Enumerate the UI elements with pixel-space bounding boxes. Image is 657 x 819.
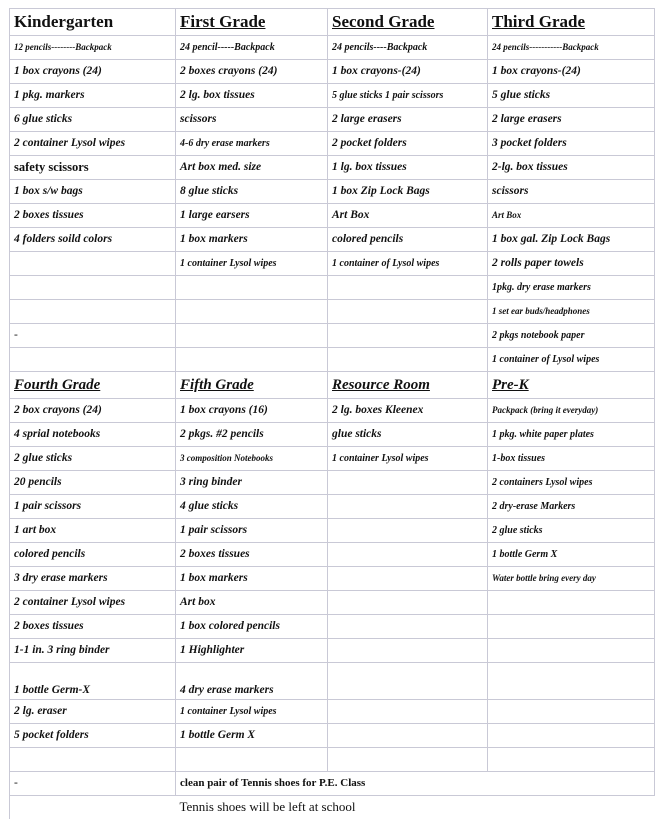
table-cell: scissors — [176, 108, 328, 132]
supply-list-sheet — [9, 8, 657, 798]
table-cell — [328, 276, 488, 300]
table-cell: 8 glue sticks — [176, 180, 328, 204]
header-second-grade: Second Grade — [328, 9, 488, 36]
table-cell: 4 folders soild colors — [10, 228, 176, 252]
table-cell: 1 container of Lysol wipes — [488, 348, 655, 372]
supply-list-table — [9, 8, 655, 819]
header-resource-room: Resource Room — [328, 372, 488, 399]
table-cell: 5 glue sticks 1 pair scissors — [328, 84, 488, 108]
table-cell: 1 box Zip Lock Bags — [328, 180, 488, 204]
table-cell: Water bottle bring every day — [488, 567, 655, 591]
table-cell: 2 large erasers — [488, 108, 655, 132]
table-row — [10, 748, 655, 772]
table-cell: 1 box crayons (24) — [10, 60, 176, 84]
table-row — [10, 252, 655, 276]
table-row — [10, 615, 655, 639]
table-row — [10, 228, 655, 252]
table-cell — [488, 700, 655, 724]
table-cell: 1 box markers — [176, 567, 328, 591]
table-row — [10, 324, 655, 348]
table-cell: 2 lg. eraser — [10, 700, 176, 724]
table-cell: 20 pencils — [10, 471, 176, 495]
table-cell: 6 glue sticks — [10, 108, 176, 132]
table-cell: 2 pkgs notebook paper — [488, 324, 655, 348]
table-row — [10, 204, 655, 228]
table-cell: 2 boxes tissues — [10, 204, 176, 228]
table-cell — [176, 324, 328, 348]
table-cell: 3 composition Notebooks — [176, 447, 328, 471]
table-cell: 1 container of Lysol wipes — [328, 252, 488, 276]
table-cell — [328, 639, 488, 663]
table-cell: 5 glue sticks — [488, 84, 655, 108]
table-cell: 1 Highlighter — [176, 639, 328, 663]
table-cell: 12 pencils--------Backpack — [10, 36, 176, 60]
table-cell: colored pencils — [10, 543, 176, 567]
table-cell — [176, 300, 328, 324]
table-cell — [10, 348, 176, 372]
table-cell: 1 container Lysol wipes — [176, 252, 328, 276]
table-cell: 1 pair scissors — [176, 519, 328, 543]
table-cell: 5 pocket folders — [10, 724, 176, 748]
table-cell: 1 bottle Germ X — [488, 543, 655, 567]
table-row — [10, 447, 655, 471]
table-cell — [328, 700, 488, 724]
table-cell: - — [10, 324, 176, 348]
table-cell — [488, 615, 655, 639]
table-row — [10, 591, 655, 615]
table-cell — [10, 300, 176, 324]
footer-row-2 — [10, 796, 655, 819]
table-cell: glue sticks — [328, 423, 488, 447]
footer-row — [10, 772, 655, 796]
table-cell: 2 dry-erase Markers — [488, 495, 655, 519]
table-cell — [328, 724, 488, 748]
table-row — [10, 276, 655, 300]
table-cell — [10, 748, 176, 772]
table-cell: 1 art box — [10, 519, 176, 543]
table-row — [10, 567, 655, 591]
table-cell: 4 sprial notebooks — [10, 423, 176, 447]
table-cell: 3 pocket folders — [488, 132, 655, 156]
footer-left-at-school-note: Tennis shoes will be left at school — [176, 796, 655, 819]
table-row — [10, 60, 655, 84]
table-cell: 2 boxes crayons (24) — [176, 60, 328, 84]
table-cell — [328, 663, 488, 700]
table-cell — [328, 471, 488, 495]
table-cell: 2 box crayons (24) — [10, 399, 176, 423]
table-cell: 2 lg. boxes Kleenex — [328, 399, 488, 423]
table-cell — [488, 663, 655, 700]
table-cell: 1 bottle Germ X — [176, 724, 328, 748]
table-cell: 1 set ear buds/headphones — [488, 300, 655, 324]
table-cell: 4 dry erase markers — [176, 663, 328, 700]
table-cell: 4-6 dry erase markers — [176, 132, 328, 156]
table-cell — [328, 615, 488, 639]
table-cell: 24 pencil-----Backpack — [176, 36, 328, 60]
table-cell: 1 lg. box tissues — [328, 156, 488, 180]
table-row — [10, 300, 655, 324]
table-cell: 1 box s/w bags — [10, 180, 176, 204]
table-cell: 1 bottle Germ-X — [10, 663, 176, 700]
table-cell — [488, 748, 655, 772]
table-cell — [328, 324, 488, 348]
table-cell: 4 glue sticks — [176, 495, 328, 519]
table-cell — [328, 348, 488, 372]
table-row — [10, 519, 655, 543]
table-cell: colored pencils — [328, 228, 488, 252]
table-cell: 2 boxes tissues — [10, 615, 176, 639]
table-cell: 2 boxes tissues — [176, 543, 328, 567]
table-cell — [328, 567, 488, 591]
table-row — [10, 156, 655, 180]
table-cell: 2 lg. box tissues — [176, 84, 328, 108]
table-cell: Art box med. size — [176, 156, 328, 180]
footer-blank-cell — [10, 796, 176, 819]
table-cell — [328, 300, 488, 324]
table-cell — [328, 543, 488, 567]
table-row — [10, 724, 655, 748]
header-row-1 — [10, 9, 655, 36]
table-cell: 1-1 in. 3 ring binder — [10, 639, 176, 663]
table-row — [10, 84, 655, 108]
table-cell — [328, 495, 488, 519]
table-cell: 24 pencils----Backpack — [328, 36, 488, 60]
table-row — [10, 543, 655, 567]
table-cell — [328, 519, 488, 543]
table-cell: Art Box — [488, 204, 655, 228]
table-cell — [488, 639, 655, 663]
table-row — [10, 348, 655, 372]
table-cell: 2 glue sticks — [488, 519, 655, 543]
table-row — [10, 700, 655, 724]
table-cell: 24 pencils-----------Backpack — [488, 36, 655, 60]
footer-dash: - — [10, 772, 176, 796]
header-kindergarten: Kindergarten — [10, 9, 176, 36]
table-cell: 3 dry erase markers — [10, 567, 176, 591]
table-cell: 1pkg. dry erase markers — [488, 276, 655, 300]
table-cell: 2 container Lysol wipes — [10, 132, 176, 156]
table-cell: 1 pair scissors — [10, 495, 176, 519]
table-cell: 1 pkg. markers — [10, 84, 176, 108]
table-cell: 2 containers Lysol wipes — [488, 471, 655, 495]
table-cell: safety scissors — [10, 156, 176, 180]
table-cell — [176, 276, 328, 300]
header-fifth-grade: Fifth Grade — [176, 372, 328, 399]
table-cell: 1 box colored pencils — [176, 615, 328, 639]
table-cell: 3 ring binder — [176, 471, 328, 495]
header-pre-k: Pre-K — [488, 372, 655, 399]
table-cell — [488, 724, 655, 748]
table-cell: 1 box crayons (16) — [176, 399, 328, 423]
table-row — [10, 132, 655, 156]
table-cell: 1 box markers — [176, 228, 328, 252]
table-row — [10, 495, 655, 519]
table-cell: 2 rolls paper towels — [488, 252, 655, 276]
table-cell: 1 pkg. white paper plates — [488, 423, 655, 447]
table-cell: 2 glue sticks — [10, 447, 176, 471]
table-cell: 2 pkgs. #2 pencils — [176, 423, 328, 447]
table-row — [10, 423, 655, 447]
table-row — [10, 639, 655, 663]
table-cell — [488, 591, 655, 615]
table-row — [10, 471, 655, 495]
table-cell: Packpack (bring it everyday) — [488, 399, 655, 423]
table-cell: 2-lg. box tissues — [488, 156, 655, 180]
table-cell — [328, 748, 488, 772]
table-cell: 2 pocket folders — [328, 132, 488, 156]
table-row — [10, 108, 655, 132]
table-cell: 1 box crayons-(24) — [328, 60, 488, 84]
table-cell: 1 container Lysol wipes — [328, 447, 488, 471]
table-cell: 1-box tissues — [488, 447, 655, 471]
header-row-2 — [10, 372, 655, 399]
table-cell: 1 container Lysol wipes — [176, 700, 328, 724]
table-cell: Art Box — [328, 204, 488, 228]
footer-tennis-shoes-note: clean pair of Tennis shoes for P.E. Class — [176, 772, 655, 796]
table-row — [10, 180, 655, 204]
table-cell: scissors — [488, 180, 655, 204]
header-third-grade: Third Grade — [488, 9, 655, 36]
table-cell: 2 container Lysol wipes — [10, 591, 176, 615]
table-row — [10, 663, 655, 700]
table-cell: 1 box crayons-(24) — [488, 60, 655, 84]
header-first-grade: First Grade — [176, 9, 328, 36]
table-row — [10, 36, 655, 60]
table-row — [10, 399, 655, 423]
table-cell: 1 large earsers — [176, 204, 328, 228]
table-cell: 1 box gal. Zip Lock Bags — [488, 228, 655, 252]
table-cell — [10, 252, 176, 276]
table-cell — [10, 276, 176, 300]
table-cell — [176, 348, 328, 372]
table-cell: Art box — [176, 591, 328, 615]
header-fourth-grade: Fourth Grade — [10, 372, 176, 399]
table-cell — [328, 591, 488, 615]
table-cell: 2 large erasers — [328, 108, 488, 132]
table-cell — [176, 748, 328, 772]
